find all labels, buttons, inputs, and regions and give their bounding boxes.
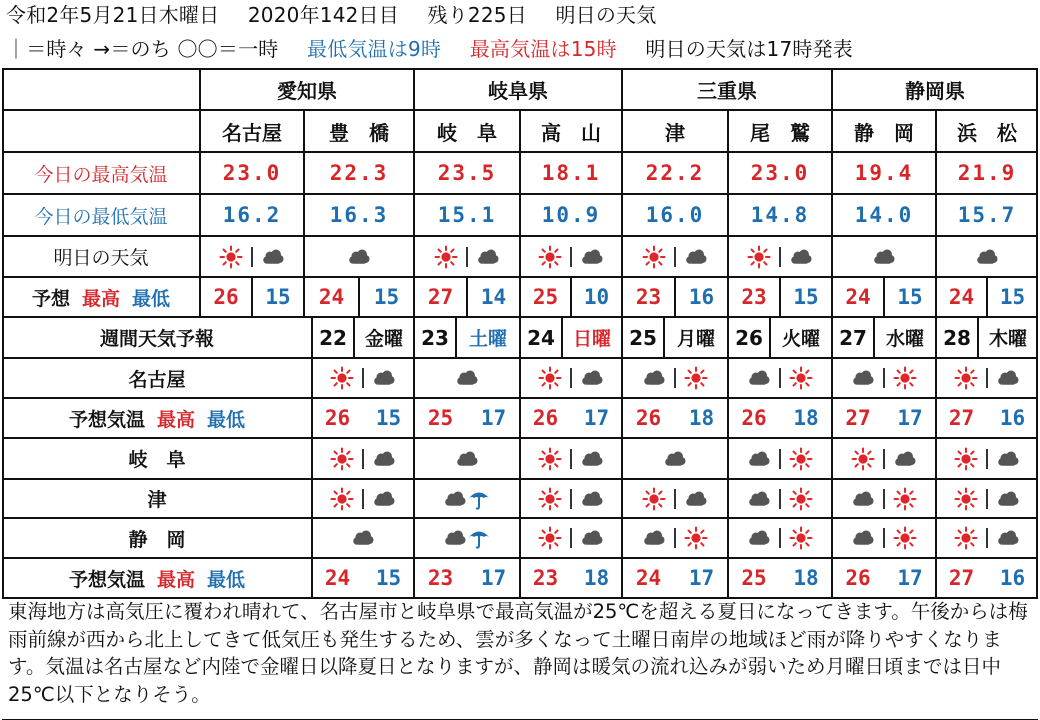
sun-icon: [538, 366, 562, 390]
time-separator: [251, 247, 253, 267]
cloud-icon: [455, 447, 479, 471]
today-max-value: 22.2: [645, 161, 705, 185]
cloud-icon: [684, 245, 708, 269]
weekly-gifu-weather: [414, 438, 520, 479]
time-separator: [466, 247, 468, 267]
today-min-value: 15.1: [437, 203, 497, 227]
cloud-icon: [580, 245, 604, 269]
time-separator: [674, 528, 676, 548]
today-min-value: 16.3: [329, 203, 389, 227]
time-separator: [883, 449, 885, 469]
weekly-temp-max-label: 最高: [156, 408, 195, 431]
cloud-icon: [443, 487, 467, 511]
cloud-icon: [642, 366, 666, 390]
forecast-max-value: 23: [635, 285, 662, 309]
cloud-icon: [455, 366, 479, 390]
cloud-icon: [872, 245, 896, 269]
forecast-max-value: 24: [948, 285, 975, 309]
cloud-icon: [372, 447, 396, 471]
min-temp-note: 最低気温は9時: [307, 37, 442, 61]
sun-icon: [893, 366, 917, 390]
time-separator: [674, 489, 676, 509]
city-name: 津: [665, 120, 685, 145]
cloud-icon: [747, 526, 771, 550]
today-min-value: 14.0: [854, 203, 914, 227]
city-name: 名古屋: [222, 120, 282, 145]
weekly-temp-label-text: 予想気温: [68, 568, 145, 591]
time-separator: [362, 449, 364, 469]
weekly-shizuoka-temp-max: 26: [845, 566, 871, 590]
weekly-tsu-weather: [520, 479, 622, 518]
prefecture-header: 静岡県: [905, 78, 965, 103]
time-separator: [570, 489, 572, 509]
weekly-tsu-weather: [728, 479, 832, 518]
city-name: 豊 橋: [329, 120, 389, 145]
weekly-shizuoka-label: 静 岡: [128, 528, 186, 551]
today-max-value: 23.0: [750, 161, 810, 185]
cloud-icon: [975, 245, 999, 269]
today-max-value: 19.4: [854, 161, 914, 185]
sun-icon: [789, 366, 813, 390]
tomorrow-weather-cell: [728, 236, 832, 277]
time-separator: [883, 489, 885, 509]
city-name: 高 山: [541, 120, 601, 145]
cloud-icon: [372, 487, 396, 511]
today-min-value: 14.8: [750, 203, 810, 227]
weekly-tsu-weather: [622, 479, 728, 518]
weekly-nagoya-weather: [936, 358, 1038, 398]
forecast-max-value: 24: [318, 285, 345, 309]
sun-icon: [538, 245, 562, 269]
cloud-icon: [372, 366, 396, 390]
sun-icon: [642, 245, 666, 269]
sun-icon: [789, 487, 813, 511]
forecast-max-value: 26: [213, 285, 239, 309]
today-min-value: 16.0: [645, 203, 705, 227]
cloud-icon: [893, 447, 917, 471]
weekly-nagoya-temp-max: 26: [635, 406, 662, 430]
weekly-nagoya-temp-min: 16: [999, 406, 1026, 430]
weekly-shizuoka-temp-max: 23: [427, 566, 454, 590]
cloud-icon: [996, 526, 1020, 550]
weekly-gifu-weather: [728, 438, 832, 479]
cloud-icon: [996, 447, 1020, 471]
sun-icon: [330, 366, 354, 390]
weekly-nagoya-temp-min: 18: [793, 406, 819, 430]
weekly-day-number: 23: [421, 325, 449, 350]
header-line-1: [6, 4, 678, 26]
day-of-year-text: 2020年142日目: [247, 3, 399, 27]
cloud-icon: [351, 526, 375, 550]
time-separator: [674, 247, 676, 267]
prefecture-header: 愛知県: [277, 78, 337, 103]
sun-icon: [538, 487, 562, 511]
time-separator: [986, 489, 988, 509]
sun-icon: [434, 245, 458, 269]
sun-icon: [538, 447, 562, 471]
weekly-shizuoka-temp-min: 18: [583, 566, 610, 590]
weekly-shizuoka-weather: [728, 518, 832, 558]
today-min-value: 16.2: [222, 203, 282, 227]
sun-icon: [747, 245, 771, 269]
forecast-max-value: 24: [845, 285, 871, 309]
sun-icon: [789, 447, 813, 471]
weekly-temp-min-label: 最低: [207, 568, 246, 591]
today-min-label: 今日の最低気温: [34, 205, 168, 228]
today-min-value: 15.7: [957, 203, 1017, 227]
weekly-shizuoka-temp-min: 16: [999, 566, 1026, 590]
weekly-shizuoka-temp-max: 24: [324, 566, 351, 590]
weekly-temp-max-label: 最高: [156, 568, 195, 591]
weekly-gifu-weather: [936, 438, 1038, 479]
cloud-icon: [580, 366, 604, 390]
today-max-value: 23.5: [437, 161, 497, 185]
today-max-value: 23.0: [222, 161, 282, 185]
weekly-gifu-label: 岐 阜: [128, 449, 186, 471]
release-note: 明日の天気は17時発表: [645, 37, 854, 61]
sun-icon: [538, 526, 562, 550]
forecast-max-value: 27: [427, 285, 454, 309]
time-separator: [779, 489, 781, 509]
weekly-tsu-weather: [312, 479, 414, 518]
cloud-icon: [642, 526, 666, 550]
cloud-icon: [580, 487, 604, 511]
sun-icon: [893, 487, 917, 511]
weekly-nagoya-temp-min: 18: [688, 406, 715, 430]
weekly-day-number: 26: [735, 325, 763, 350]
cloud-icon: [684, 487, 708, 511]
weekly-nagoya-temp-max: 26: [324, 406, 351, 430]
weekly-nagoya-temp-min: 17: [897, 406, 923, 430]
prefecture-header: 三重県: [697, 78, 757, 103]
weekly-nagoya-weather: [622, 358, 728, 398]
weekly-nagoya-weather: [832, 358, 936, 398]
sun-icon: [954, 366, 978, 390]
weekly-shizuoka-weather: [936, 518, 1038, 558]
cloud-icon: [996, 366, 1020, 390]
city-name: 尾 鷲: [750, 120, 810, 145]
today-min-value: 10.9: [541, 203, 601, 227]
cloud-icon: [851, 366, 875, 390]
cloud-icon: [261, 245, 285, 269]
sun-icon: [789, 526, 813, 550]
weekly-day-number: 27: [839, 325, 867, 350]
time-separator: [570, 247, 572, 267]
umbrella-icon: [467, 487, 491, 511]
time-separator: [779, 528, 781, 548]
weekly-shizuoka-temp-min: 17: [897, 566, 923, 590]
today-max-value: 18.1: [541, 161, 601, 185]
weekly-day-of-week: 木曜: [988, 328, 1027, 350]
city-name: 浜 松: [957, 120, 1017, 145]
tomorrow-weather-cell: [520, 236, 622, 277]
today-max-value: 22.3: [329, 161, 389, 185]
weekly-shizuoka-temp-min: 18: [793, 566, 819, 590]
tomorrow-weather-cell: [936, 236, 1038, 277]
weekly-shizuoka-temp-min: 17: [688, 566, 715, 590]
days-remaining-text: 残り225日: [427, 3, 527, 27]
cloud-icon: [663, 447, 687, 471]
sun-icon: [954, 487, 978, 511]
weekly-nagoya-temp-min: 17: [480, 406, 507, 430]
legend-text: ｜＝時々 →＝のち 〇〇＝一時: [6, 37, 279, 61]
weekly-day-number: 22: [319, 325, 347, 350]
weekly-gifu-weather: [520, 438, 622, 479]
sun-icon: [893, 526, 917, 550]
cloud-icon: [789, 245, 813, 269]
max-temp-note: 最高気温は15時: [469, 37, 617, 61]
weekly-tsu-label: 津: [147, 489, 167, 511]
forecast-max-label: 最高: [81, 287, 120, 310]
forecast-label-text: 予想: [31, 287, 70, 310]
forecast-min-value: 16: [688, 285, 715, 309]
forecast-min-value: 15: [999, 285, 1026, 309]
weekly-shizuoka-weather: [832, 518, 936, 558]
time-separator: [779, 449, 781, 469]
tomorrow-weather-cell: [304, 236, 414, 277]
cloud-icon: [580, 526, 604, 550]
forecast-max-value: 25: [532, 285, 559, 309]
weekly-nagoya-label: 名古屋: [128, 368, 186, 391]
weekly-nagoya-weather: [414, 358, 520, 398]
weekly-day-number: 24: [527, 325, 555, 350]
sun-icon: [954, 526, 978, 550]
time-separator: [362, 489, 364, 509]
city-name: 静 岡: [854, 120, 914, 145]
weekly-shizuoka-temp-min: 17: [480, 566, 507, 590]
weekly-title: 週間天気予報: [99, 328, 214, 350]
weekly-shizuoka-temp-max: 25: [741, 566, 767, 590]
forecast-min-label: 最低: [132, 287, 171, 310]
weekly-day-of-week: 日曜: [572, 328, 611, 350]
weekly-tsu-weather: [936, 479, 1038, 518]
weekly-nagoya-temp-min: 15: [375, 406, 402, 430]
weekly-gifu-weather: [832, 438, 936, 479]
weekly-shizuoka-weather: [414, 518, 520, 558]
tomorrow-weather-cell: [414, 236, 520, 277]
time-separator: [362, 368, 364, 388]
weekly-temp-min-label: 最低: [207, 408, 246, 431]
cloud-icon: [347, 245, 371, 269]
cloud-icon: [851, 526, 875, 550]
umbrella-icon: [467, 526, 491, 550]
prefecture-header: 岐阜県: [488, 78, 548, 103]
forecast-min-value: 15: [373, 285, 400, 309]
time-separator: [779, 368, 781, 388]
weekly-day-of-week: 月曜: [676, 328, 715, 350]
cloud-icon: [747, 487, 771, 511]
time-separator: [883, 528, 885, 548]
weekly-shizuoka-weather: [520, 518, 622, 558]
sun-icon: [642, 487, 666, 511]
cloud-icon: [747, 366, 771, 390]
weekly-temp-label: [2, 398, 312, 438]
forecast-max-value: 23: [741, 285, 767, 309]
weekly-tsu-weather: [832, 479, 936, 518]
forecast-label: [2, 277, 200, 317]
today-max-value: 21.9: [957, 161, 1017, 185]
weekly-shizuoka-temp-max: 23: [532, 566, 559, 590]
cloud-icon: [443, 526, 467, 550]
forecast-min-value: 15: [897, 285, 923, 309]
weekly-nagoya-weather: [520, 358, 622, 398]
time-separator: [570, 368, 572, 388]
weekly-tsu-weather: [414, 479, 520, 518]
sun-icon: [330, 447, 354, 471]
weekly-nagoya-temp-min: 17: [583, 406, 610, 430]
tomorrow-weather-label: 明日の天気: [53, 247, 149, 269]
cloud-icon: [851, 487, 875, 511]
weekly-shizuoka-weather: [312, 518, 414, 558]
time-separator: [570, 449, 572, 469]
cloud-icon: [580, 447, 604, 471]
weekly-shizuoka-weather: [622, 518, 728, 558]
time-separator: [570, 528, 572, 548]
time-separator: [986, 528, 988, 548]
forecast-summary: 東海地方は高気圧に覆われ晴れて、名古屋市と岐阜県で最高気温が25℃を超える夏日になってきます。午後からは梅雨前線が西から北上してきて低気圧も発生するため、雲が多くなって土曜日南岸の地域ほど雨が降りやすくなります。気温は名古屋など内陸で金曜日以降夏日となりますが、静岡は暖気の流れ込みが弱いため月曜日頃までは日中25℃以下となりそう。: [8, 600, 1028, 706]
weekly-nagoya-weather: [312, 358, 414, 398]
sun-icon: [684, 366, 708, 390]
cloud-icon: [747, 447, 771, 471]
weekly-nagoya-temp-max: 25: [427, 406, 454, 430]
time-separator: [674, 368, 676, 388]
weekly-nagoya-temp-max: 27: [948, 406, 975, 430]
tomorrow-weather-cell: [832, 236, 936, 277]
forecast-min-value: 10: [583, 285, 610, 309]
weekly-gifu-weather: [312, 438, 414, 479]
weekly-nagoya-temp-max: 26: [741, 406, 767, 430]
header-line-2: [6, 38, 875, 60]
sun-icon: [219, 245, 243, 269]
tomorrow-weather-cell: [200, 236, 304, 277]
tomorrow-weather-title: 明日の天気: [555, 3, 657, 27]
date-text: 令和2年5月21日木曜日: [6, 3, 220, 27]
weekly-day-of-week: 水曜: [885, 328, 924, 350]
weekly-shizuoka-temp-max: 24: [635, 566, 662, 590]
weekly-day-of-week: 金曜: [364, 328, 403, 350]
weekly-nagoya-temp-max: 26: [532, 406, 559, 430]
weekly-nagoya-weather: [728, 358, 832, 398]
forecast-min-value: 15: [793, 285, 819, 309]
sun-icon: [330, 487, 354, 511]
today-max-label: 今日の最高気温: [34, 163, 168, 186]
time-separator: [779, 247, 781, 267]
weekly-shizuoka-temp-max: 27: [948, 566, 975, 590]
weekly-temp-label-text: 予想気温: [68, 408, 145, 431]
time-separator: [883, 368, 885, 388]
time-separator: [986, 368, 988, 388]
forecast-min-value: 15: [265, 285, 291, 309]
weekly-gifu-weather: [622, 438, 728, 479]
time-separator: [986, 449, 988, 469]
tomorrow-weather-cell: [622, 236, 728, 277]
cloud-icon: [476, 245, 500, 269]
sun-icon: [851, 447, 875, 471]
weekly-temp-label: [2, 558, 312, 598]
cloud-icon: [996, 487, 1020, 511]
weekly-day-of-week: 火曜: [781, 328, 820, 350]
sun-icon: [684, 526, 708, 550]
city-name: 岐 阜: [437, 120, 497, 145]
weekly-day-number: 25: [629, 325, 657, 350]
forecast-min-value: 14: [480, 285, 507, 309]
weekly-day-of-week: 土曜: [468, 328, 507, 350]
weekly-nagoya-temp-max: 27: [845, 406, 871, 430]
weekly-day-number: 28: [943, 325, 971, 350]
weekly-shizuoka-temp-min: 15: [375, 566, 402, 590]
sun-icon: [954, 447, 978, 471]
